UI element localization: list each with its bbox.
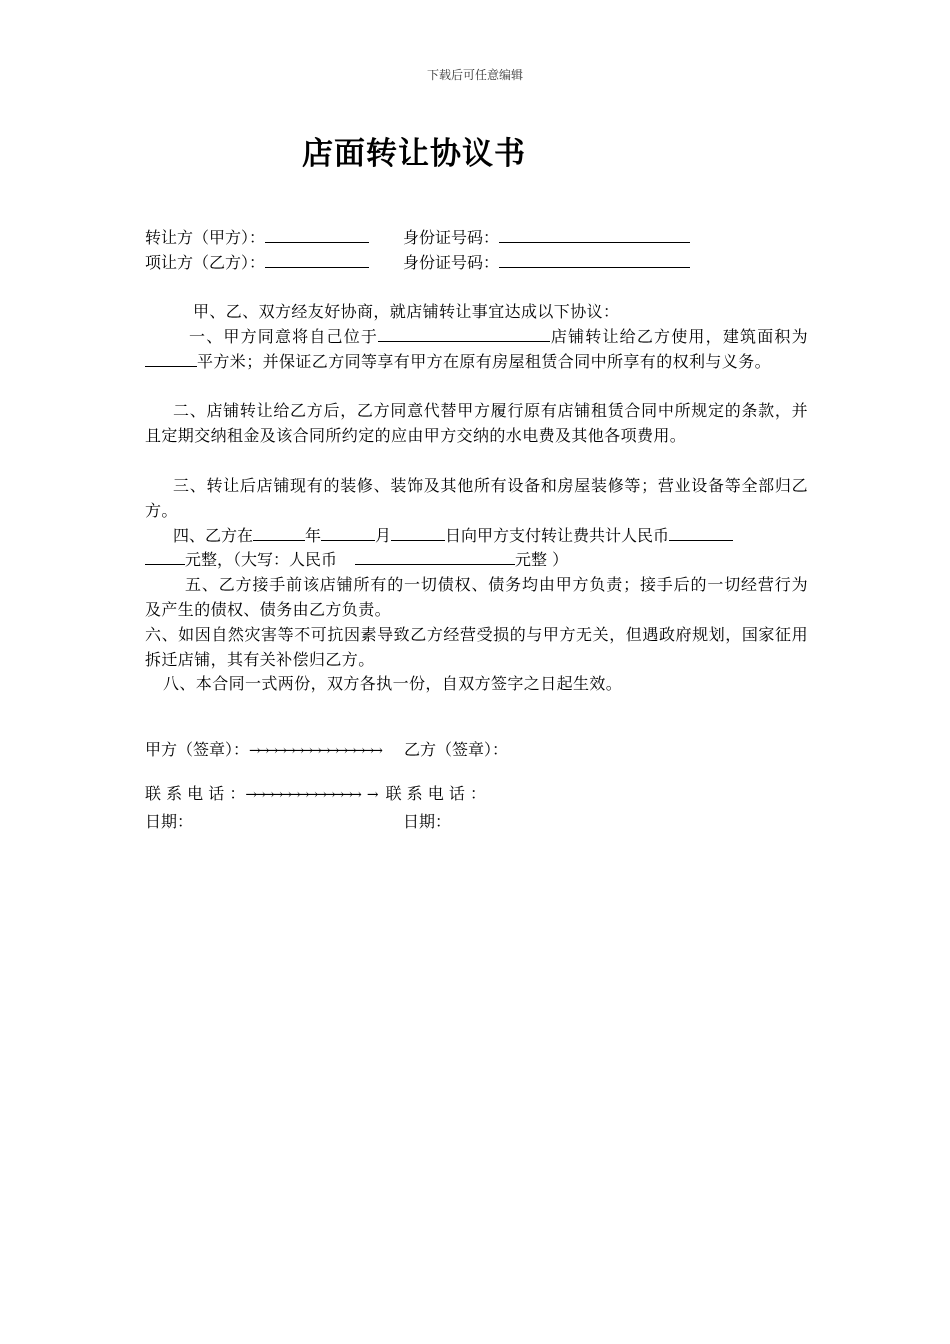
clause-1 (145, 325, 808, 374)
party-a-phone-label: 联 系 电 话 ： (145, 784, 246, 803)
party-a-name-blank[interactable] (265, 226, 369, 243)
clause-4-text-b: 元整，（大写：人民币 (185, 550, 338, 569)
clause-4-day: 日向甲方支付转让费共计人民币 (445, 526, 670, 545)
party-b-sign-label: 乙方（签章）： (403, 740, 508, 759)
party-a-id-label: 身份证号码： (403, 228, 500, 247)
party-a-id-blank[interactable] (499, 226, 690, 243)
party-a-sign-label: 甲方（签章）： (145, 740, 250, 759)
amount-blank-cont[interactable] (145, 548, 185, 565)
party-b-phone-label: 联 系 电 话 ： (385, 784, 486, 803)
clause-4-text-a: 四、乙方在 (173, 526, 254, 545)
signature-row (145, 738, 508, 763)
party-b-id-label: 身份证号码： (403, 253, 500, 272)
party-a-label: 转让方（甲方）： (145, 228, 266, 247)
document-title: 店面转让协议书 (302, 136, 526, 172)
month-blank[interactable] (321, 524, 375, 541)
clause-4-text-c: 元整 ） (515, 550, 569, 569)
party-b-label: 项让方（乙方）： (145, 253, 266, 272)
amount-capital-blank[interactable] (355, 548, 515, 565)
clause-4-line-2 (145, 548, 568, 572)
party-a-row (145, 226, 690, 250)
clause-1-text-a: 一、甲方同意将自己位于 (189, 327, 379, 346)
area-blank[interactable] (145, 350, 197, 367)
party-b-row (145, 251, 690, 275)
arrow-fill-icon: →→→→→→→→→→→→→ (245, 786, 359, 803)
clause-4-line-1 (173, 524, 733, 548)
intro-paragraph: 甲、乙、双方经友好协商，就店铺转让事宜达成以下协议： (193, 302, 620, 321)
day-blank[interactable] (391, 524, 445, 541)
clause-8: 八、本合同一式两份，双方各执一份，自双方签字之日起生效。 (163, 674, 623, 693)
clause-3: 三、转让后店铺现有的装修、装饰及其他所有设备和房屋装修等；营业设备等全部归乙方。 (145, 476, 808, 520)
clause-6: 六、如因自然灾害等不可抗因素导致乙方经营受损的与甲方无关，但遇政府规划，国家征用拆迁店铺，其有关补偿归乙方。 (145, 625, 808, 669)
clause-4-year: 年 (305, 526, 322, 545)
arrow-fill-icon: →→→→→→→→→→→→→→→ (249, 742, 380, 759)
amount-blank[interactable] (669, 524, 733, 541)
page-header: 下载后可任意编辑 (426, 68, 523, 82)
party-b-id-blank[interactable] (499, 251, 690, 268)
party-b-name-blank[interactable] (265, 251, 369, 268)
clause-5: 五、乙方接手前该店铺所有的一切债权、债务均由甲方负责；接手后的一切经营行为及产生的债权、债务由乙方负责。 (145, 575, 808, 619)
date-a: 日期： (145, 812, 194, 831)
date-b: 日期： (403, 812, 452, 831)
phone-row (145, 782, 486, 807)
arrow-icon: → (366, 786, 376, 803)
clause-2: 二、店铺转让给乙方后，乙方同意代替甲方履行原有店铺租赁合同中所规定的条款，并且定期交纳租金及该合同所约定的应由甲方交纳的水电费及其他各项费用。 (145, 401, 808, 445)
clause-1-text-c: 平方米；并保证乙方同等享有甲方在原有房屋租赁合同中所享有的权利与义务。 (197, 351, 772, 371)
clause-4-month: 月 (375, 526, 392, 545)
clause-1-text-b: 店铺转让给乙方使用，建筑面积为 (550, 327, 808, 346)
shop-location-blank[interactable] (378, 325, 550, 342)
year-blank[interactable] (253, 524, 305, 541)
